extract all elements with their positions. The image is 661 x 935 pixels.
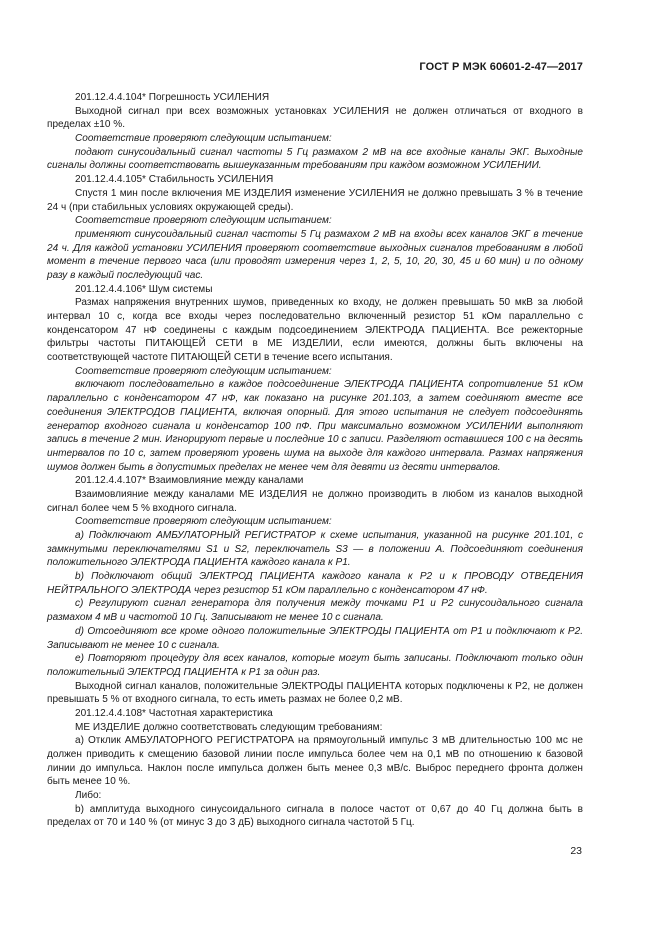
paragraph: Взаимовлияние между каналами МЕ ИЗДЕЛИЯ не должно производить в любом из каналов выходной сигнал более чем 5 % входного сигнала. xyxy=(47,488,583,514)
paragraph: МЕ ИЗДЕЛИЕ должно соответствовать следующим требованиям: xyxy=(75,721,383,733)
italic-paragraph: e) Повторяют процедуру для всех каналов, которые могут быть записаны. Подключают только один положительный ЭЛЕКТРОД ПАЦИЕНТА к Р1 за один раз. xyxy=(47,653,583,678)
italic-paragraph: b) Подключают общий ЭЛЕКТРОД ПАЦИЕНТА каждого канала к Р2 и к ПРОВОДУ ОТВЕДЕНИЯ НЕЙТРАЛЬНОГО ЭЛЕКТРОДА через резистор 51 кОм параллельно с конденсатором 47 нФ. xyxy=(47,571,583,596)
italic-paragraph: применяют синусоидальный сигнал частоты 5 Гц размахом 2 мВ на входы всех каналов ЭКГ в течение 24 ч. Для каждой установки УСИЛЕНИЯ проверяют соответствие выходных сигналов требованиям в любой момент в течение первого часа (или проводят измерения через 1, 2, 5, 10, 20, 30, 45 и 60 мин) и по одному разу в каждый последующий час. xyxy=(47,228,583,281)
paragraph: Спустя 1 мин после включения МЕ ИЗДЕЛИЯ изменение УСИЛЕНИЯ не должно превышать 3 % в течение 24 ч (при стабильных условиях окружающей среды). xyxy=(47,187,583,213)
paragraph: 201.12.4.4.105* Стабильность УСИЛЕНИЯ xyxy=(75,174,274,186)
italic-paragraph: c) Регулируют сигнал генератора для получения между точками Р1 и Р2 синусоидального сигнала размахом 4 мВ и частотой 10 Гц. Записывают не менее 10 с сигнала. xyxy=(47,598,583,624)
paragraph: b) амплитуда выходного синусоидального сигнала в полосе частот от 0,67 до 40 Гц должна быть в пределах от 70 и 140 % (от минус 3 до 3 дБ) выходного сигнала частотой 5 Гц. xyxy=(47,803,583,829)
paragraph: Либо: xyxy=(75,790,102,802)
paragraph: Выходной сигнал при всех возможных установках УСИЛЕНИЯ не должен отличаться от входного в пределах ±10 %. xyxy=(47,105,583,131)
paragraph: 201.12.4.4.104* Погрешность УСИЛЕНИЯ xyxy=(75,92,270,103)
italic-paragraph: включают последовательно в каждое подсоединение ЭЛЕКТРОДА ПАЦИЕНТА сопротивление 51 кОм параллельно с конденсатором 47 нФ, как показано на рисунке 201.103, а затем соединяют вместе все соединения ЭЛЕКТРОДОВ ПАЦИЕНТА, включая опорный. Для этого испытания не следует подсоединять генератор входного сигнала и конденсатор 100 пФ. При максимально возможном УСИЛЕНИИ выполняют запись в течение 2 мин. Игнорируют первые и последние 10 с записи. Разделяют оставшиеся 100 с на десять интервалов по 10 с, затем проверяют уровень шума на выходе для каждого интервала. Размах напряжения шумов должен быть в допустимых пределах не менее чем для девяти из десяти интервалов. xyxy=(47,379,583,473)
paragraph: 201.12.4.4.106* Шум системы xyxy=(75,283,213,295)
italic-paragraph: подают синусоидальный сигнал частоты 5 Гц размахом 2 мВ на все входные каналы ЭКГ. Выходные сигналы должны соответствовать вышеуказанным требованиям при каждом возможном УСИЛЕНИИ. xyxy=(47,146,583,172)
italic-paragraph: Соответствие проверяют следующим испытанием: xyxy=(75,133,332,145)
document-body xyxy=(47,91,583,830)
italic-paragraph: Соответствие проверяют следующим испытанием: xyxy=(75,215,332,227)
italic-paragraph: Соответствие проверяют следующим испытанием: xyxy=(75,365,332,377)
italic-paragraph: a) Подключают АМБУЛАТОРНЫЙ РЕГИСТРАТОР к схеме испытания, указанной на рисунке 201.101, с замкнутыми переключателями S1 и S2, переключатель S3 — в положении А. Подсоединяют соединения положительного ЭЛЕКТРОДА ПАЦИЕНТА каждого канала к Р1. xyxy=(47,530,583,569)
italic-paragraph: d) Отсоединяют все кроме одного положительные ЭЛЕКТРОДЫ ПАЦИЕНТА от Р1 и подключают к Р2. Записывают не менее 10 с сигнала. xyxy=(47,625,583,651)
paragraph: 201.12.4.4.108* Частотная характеристика xyxy=(75,707,273,719)
page-number: 23 xyxy=(570,845,582,857)
italic-paragraph: Соответствие проверяют следующим испытанием: xyxy=(75,516,332,528)
standard-code: ГОСТ Р МЭК 60601-2-47—2017 xyxy=(419,61,583,73)
paragraph: 201.12.4.4.107* Взаимовлияние между каналами xyxy=(75,475,304,487)
paragraph: Выходной сигнал каналов, положительные ЭЛЕКТРОДЫ ПАЦИЕНТА которых подключены к Р2, не должен превышать 5 % от входного сигнала, то есть иметь размах не более 0,2 мВ. xyxy=(47,680,583,706)
paragraph: a) Отклик АМБУЛАТОРНОГО РЕГИСТРАТОРА на прямоугольный импульс 3 мВ длительностью 100 мс не должен приводить к смещению базовой линии после импульса более чем на 0,1 мВ по отношению к базовой линии до импульса. Наклон после импульса должен быть менее 0,3 мВ/с. Выброс переднего фронта должен быть менее 10 %. xyxy=(47,735,583,788)
paragraph: Размах напряжения внутренних шумов, приведенных ко входу, не должен превышать 50 мкВ за любой интервал 10 с, когда все входы через последовательно включенный резистор 51 кОм параллельно с конденсатором 47 нФ соединены с каждым подсоединением ЭЛЕКТРОДА ПАЦИЕНТА. Все режекторные фильтры частоты ПИТАЮЩЕЙ СЕТИ в МЕ ИЗДЕЛИИ, если имеются, должны быть включены на соответствующей частоте ПИТАЮЩЕЙ СЕТИ в течение всего испытания. xyxy=(47,297,583,364)
